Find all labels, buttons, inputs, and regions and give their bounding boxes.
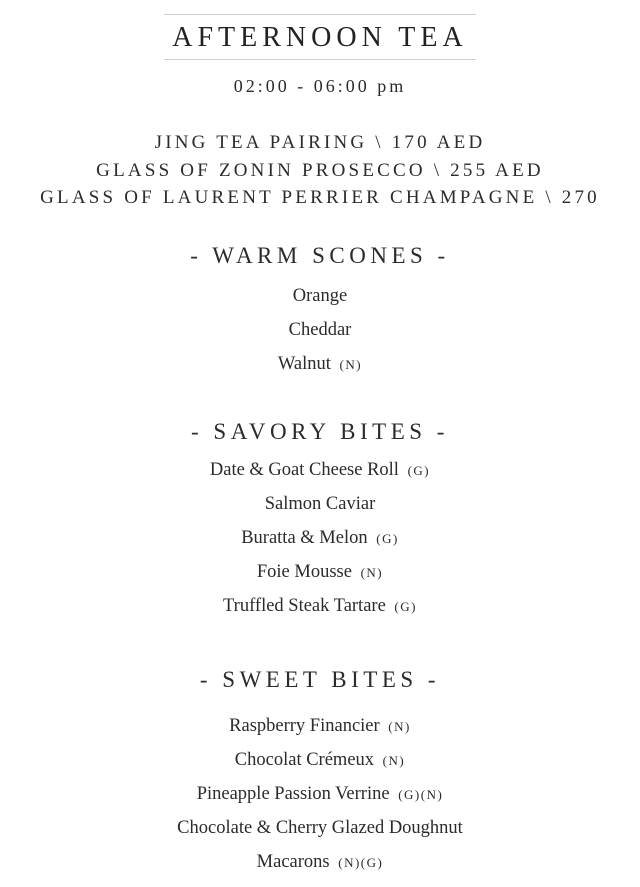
item-name: Chocolat Crémeux: [234, 750, 375, 770]
menu-item: [0, 555, 640, 589]
item-name: Truffled Steak Tartare: [223, 596, 386, 616]
allergen-tag: (G): [407, 463, 431, 478]
item-name: Raspberry Financier: [229, 716, 380, 736]
title-frame: [164, 14, 475, 60]
allergen-tag: (N)(G): [338, 855, 384, 870]
item-name: Walnut: [277, 354, 331, 374]
allergen-tag: (G)(N): [398, 787, 444, 802]
allergen-tag: (G): [394, 599, 417, 614]
menu-item: [0, 279, 640, 313]
menu-item: [0, 453, 640, 487]
section-items-warm-scones: [0, 279, 640, 381]
item-name: Date & Goat Cheese Roll: [209, 460, 399, 480]
allergen-tag: (N): [360, 565, 384, 580]
menu-item: [0, 743, 640, 777]
menu-item: [0, 313, 640, 347]
pairings-list: [0, 129, 640, 212]
item-name: Macarons: [256, 852, 330, 872]
allergen-tag: (N): [339, 357, 363, 372]
title-area: [0, 14, 640, 60]
menu-item: [0, 777, 640, 811]
pairing-line: GLASS OF ZONIN PROSECCO \ 255 AED: [96, 159, 544, 181]
item-name: Cheddar: [288, 320, 352, 340]
item-name: Buratta & Melon: [241, 528, 368, 548]
section-heading-sweet-bites: - SWEET BITES -: [199, 667, 441, 692]
allergen-tag: (G): [376, 531, 399, 546]
menu-item: [0, 811, 640, 845]
pairing-line: GLASS OF LAURENT PERRIER CHAMPAGNE \ 270: [40, 187, 600, 208]
menu-item: [0, 487, 640, 521]
item-name: Orange: [292, 286, 348, 306]
pairing-line: JING TEA PAIRING \ 170 AED: [154, 132, 486, 153]
section-heading-savory-bites: - SAVORY BITES -: [191, 419, 449, 444]
service-hours: 02:00 - 06:00 pm: [233, 76, 407, 96]
menu-item: [0, 521, 640, 555]
section-items-savory-bites: [0, 453, 640, 623]
section-heading-warm-scones: - WARM SCONES -: [190, 243, 450, 268]
allergen-tag: (N): [382, 753, 406, 768]
item-name: Salmon Caviar: [264, 494, 376, 514]
item-name: Pineapple Passion Verrine: [196, 784, 390, 804]
section-items-sweet-bites: [0, 709, 640, 879]
menu-title: AFTERNOON TEA: [172, 22, 468, 53]
menu-item: [0, 845, 640, 879]
menu-item: [0, 709, 640, 743]
menu-item: [0, 589, 640, 623]
item-name: Foie Mousse: [256, 562, 352, 582]
menu-item: [0, 347, 640, 381]
allergen-tag: (N): [388, 719, 411, 734]
item-name: Chocolate & Cherry Glazed Doughnut: [177, 818, 463, 838]
